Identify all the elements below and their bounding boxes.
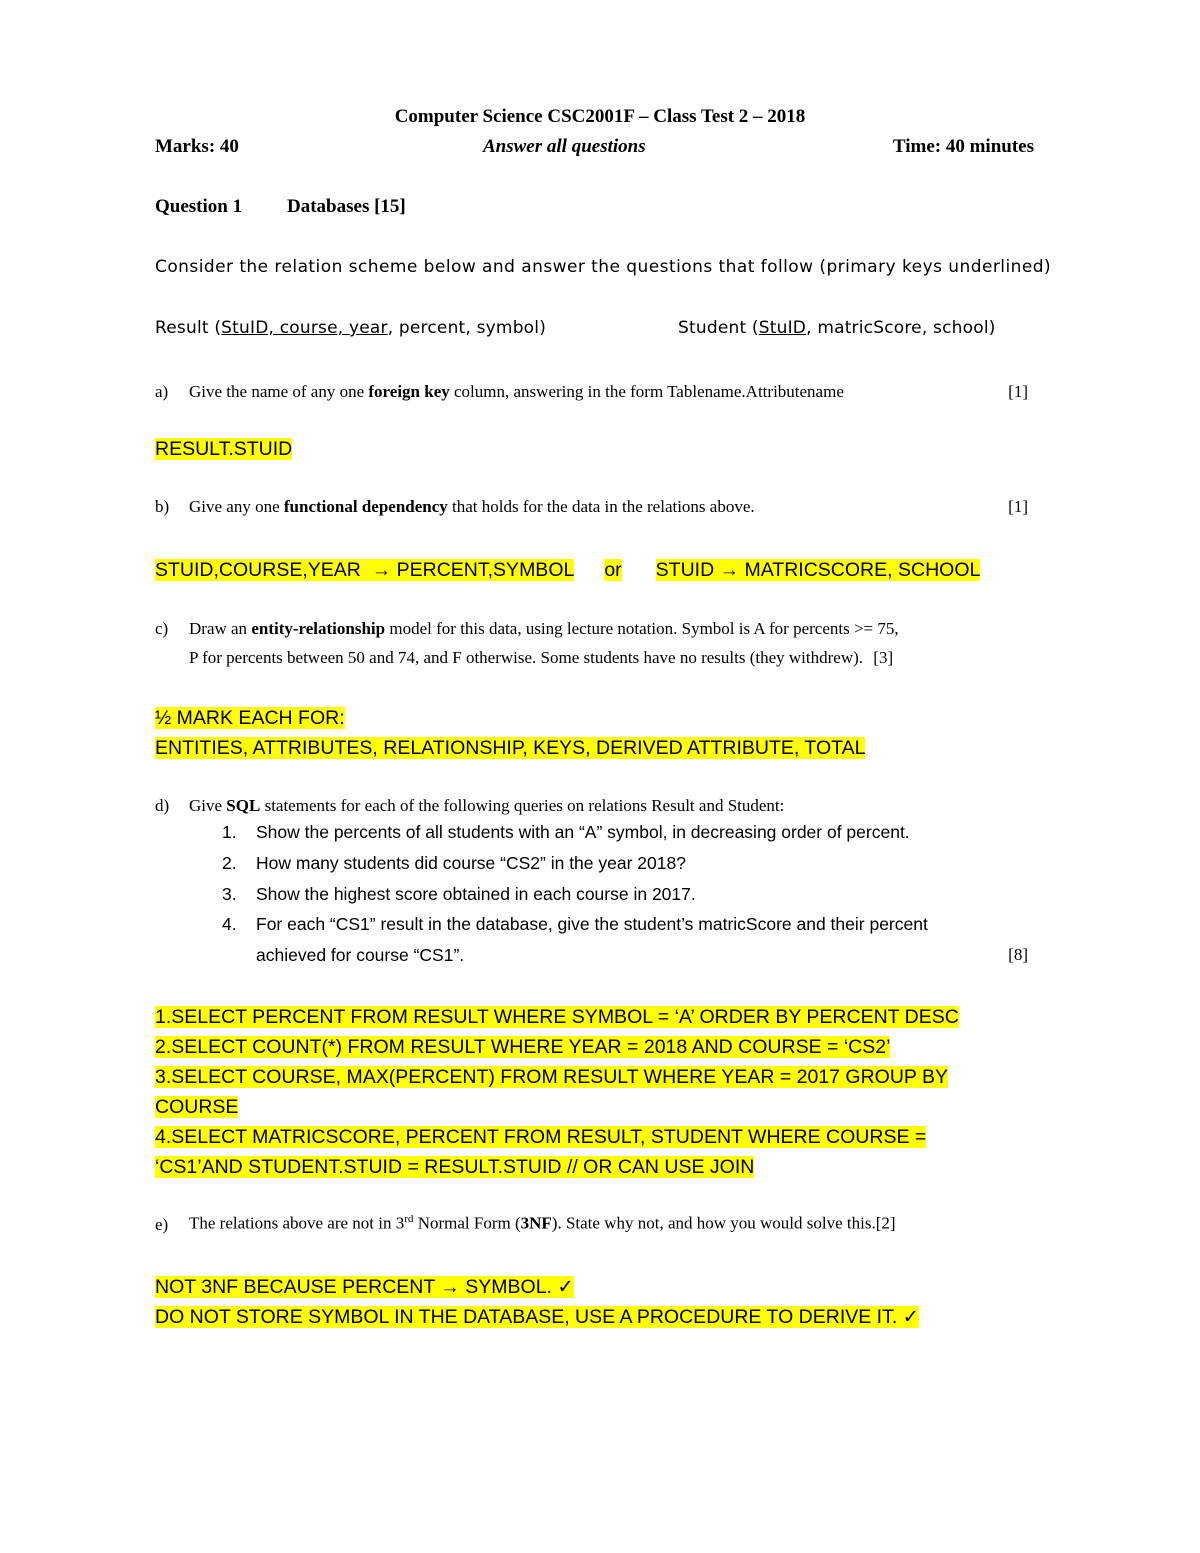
part-c-line1 (189, 619, 899, 639)
part-d-bold: SQL (226, 796, 261, 815)
time-label: Time: 40 minutes (892, 136, 1034, 157)
question-intro: Consider the relation scheme below and answer the questions that follow (primary keys underlined) (155, 257, 1052, 277)
part-b-answer (155, 555, 980, 585)
page-title: Computer Science CSC2001F – Class Test 2 – 2018 (394, 106, 806, 127)
part-e-mid: Normal Form ( (413, 1213, 521, 1233)
part-d-after: statements for each of the following queries on relations Result and Student: (260, 796, 785, 815)
part-e-text (189, 1213, 896, 1234)
part-c-answer-1: ½ MARK EACH FOR: (155, 707, 345, 729)
part-b-label: b) (155, 497, 170, 516)
relation-student-rest: , matricScore, school) (806, 318, 996, 338)
question-topic: Databases [15] (287, 196, 406, 217)
part-c-label: c) (155, 619, 169, 638)
part-c-line1-before: Draw an (189, 619, 252, 638)
part-e-answer-2: DO NOT STORE SYMBOL IN THE DATABASE, USE A PROCEDURE TO DERIVE IT. ✓ (155, 1306, 920, 1328)
sql-item-2-num: 2. (222, 853, 237, 873)
part-e-before: The relations above are not in 3 (189, 1213, 405, 1233)
marks-label: Marks: 40 (155, 136, 239, 157)
part-e-sup: rd (404, 1213, 414, 1225)
sql-answer-2: 2.SELECT COUNT(*) FROM RESULT WHERE YEAR = 2018 AND COURSE = ‘CS2’ (155, 1036, 891, 1058)
part-b-bold: functional dependency (283, 497, 448, 516)
part-c-line2 (189, 648, 893, 668)
part-c-answer-2: ENTITIES, ATTRIBUTES, RELATIONSHIP, KEYS, DERIVED ATTRIBUTE, TOTAL (155, 737, 866, 759)
part-b-mark: [1] (1008, 497, 1028, 516)
part-d-mark: [8] (1008, 945, 1028, 964)
sql-item-3-text: Show the highest score obtained in each course in 2017. (256, 884, 696, 904)
part-a-before: Give the name of any one (189, 382, 369, 401)
part-c-answer (155, 703, 865, 763)
sql-item-2-text: How many students did course “CS2” in the year 2018? (256, 853, 686, 873)
part-d-label: d) (155, 796, 170, 815)
part-c-line1-after: model for this data, using lecture notation. Symbol is A for percents >= 75, (385, 619, 899, 638)
sql-item-1-text: Show the percents of all students with an “A” symbol, in decreasing order of percent. (256, 822, 910, 842)
sql-answer-3-cont: COURSE (155, 1096, 239, 1118)
part-a-bold: foreign key (368, 382, 450, 401)
relation-student-prefix: Student ( (678, 318, 759, 338)
sql-item-3-num: 3. (222, 884, 237, 904)
part-c-line2-text: P for percents between 50 and 74, and F otherwise. Some students have no results (they withdrew). (189, 648, 864, 667)
relation-result-rest: , percent, symbol) (387, 318, 547, 338)
part-c-line1-bold: entity-relationship (251, 619, 386, 638)
part-d-answer (155, 1002, 959, 1182)
part-b-answer-or: or (604, 559, 622, 581)
part-c-mark: [3] (873, 648, 894, 667)
question-label: Question 1 (155, 196, 243, 217)
relation-result-key: StuID, course, year (221, 318, 388, 338)
part-e-label: e) (155, 1215, 169, 1234)
sql-item-4-text: For each “CS1” result in the database, give the student’s matricScore and their percent (256, 914, 928, 934)
part-b-after: that holds for the data in the relations above. (447, 497, 755, 516)
part-a-mark: [1] (1008, 382, 1028, 401)
sql-answer-4: 4.SELECT MATRICSCORE, PERCENT FROM RESULT, STUDENT WHERE COURSE = (155, 1126, 927, 1148)
relation-student (678, 318, 996, 338)
part-e-after: ). State why not, and how you would solve this.[2] (551, 1213, 896, 1233)
part-a-text (189, 382, 844, 402)
relation-result (155, 318, 546, 338)
sql-answer-1: 1.SELECT PERCENT FROM RESULT WHERE SYMBOL = ‘A’ ORDER BY PERCENT DESC (155, 1006, 959, 1028)
part-b-text (189, 497, 755, 517)
part-b-answer-2: STUID → MATRICSCORE, SCHOOL (655, 559, 981, 581)
part-d-text (189, 796, 784, 816)
part-a-label: a) (155, 382, 169, 401)
relation-result-prefix: Result ( (155, 318, 222, 338)
relation-student-key: StuID (758, 318, 807, 338)
part-e-answer (155, 1272, 919, 1332)
sql-answer-4-cont: ‘CS1’AND STUDENT.STUID = RESULT.STUID // OR CAN USE JOIN (155, 1156, 755, 1178)
instruction-label: Answer all questions (483, 136, 646, 157)
sql-answer-3: 3.SELECT COURSE, MAX(PERCENT) FROM RESULT WHERE YEAR = 2017 GROUP BY (155, 1066, 949, 1088)
part-a-answer-text: RESULT.STUID (155, 438, 293, 460)
part-d-before: Give (189, 796, 227, 815)
sql-item-4-cont: achieved for course “CS1”. (256, 945, 465, 965)
part-a-after: column, answering in the form Tablename.Attributename (449, 382, 844, 401)
part-b-answer-1: STUID,COURSE,YEAR → PERCENT,SYMBOL (155, 559, 575, 581)
sql-item-4-num: 4. (222, 914, 237, 934)
part-e-answer-1: NOT 3NF BECAUSE PERCENT → SYMBOL. ✓ (155, 1276, 574, 1298)
sql-item-1-num: 1. (222, 822, 237, 842)
part-b-before: Give any one (189, 497, 284, 516)
part-e-bold: 3NF (520, 1213, 552, 1233)
part-a-answer (155, 434, 292, 464)
